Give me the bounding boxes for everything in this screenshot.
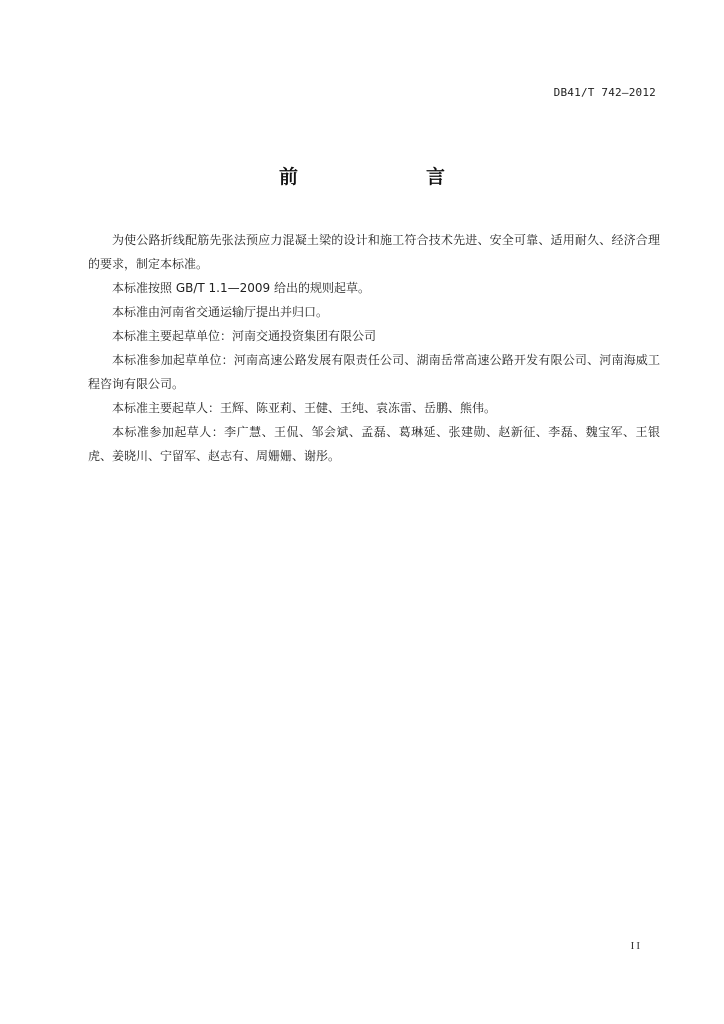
paragraph-main-drafters: 本标准主要起草人：王辉、陈亚莉、王健、王纯、袁冻雷、岳鹏、熊伟。	[112, 401, 497, 415]
paragraph-drafting-rules: 本标准按照 GB/T 1.1—2009 给出的规则起草。	[112, 281, 370, 295]
paragraph-proposer: 本标准由河南省交通运输厅提出并归口。	[112, 305, 329, 319]
paragraph-main-drafting-unit: 本标准主要起草单位：河南交通投资集团有限公司	[112, 329, 377, 343]
paragraph-participating-units: 本标准参加起草单位：河南高速公路发展有限责任公司、湖南岳常高速公路开发有限公司、河南海威工程咨询有限公司。	[88, 353, 660, 391]
paragraph-participating-drafters: 本标准参加起草人：李广慧、王侃、邹会斌、孟磊、葛琳延、张建勋、赵新征、李磊、魏宝军、王银虎、姜晓川、宁留军、赵志有、周姗姗、谢彤。	[88, 425, 660, 463]
page-number: II	[630, 940, 642, 952]
standard-code: DB41/T 742—2012	[553, 86, 656, 99]
foreword-body	[88, 228, 660, 468]
page-title: 前 言	[278, 166, 475, 188]
paragraph-purpose: 为使公路折线配筋先张法预应力混凝土梁的设计和施工符合技术先进、安全可靠、适用耐久、经济合理的要求，制定本标准。	[88, 233, 660, 271]
